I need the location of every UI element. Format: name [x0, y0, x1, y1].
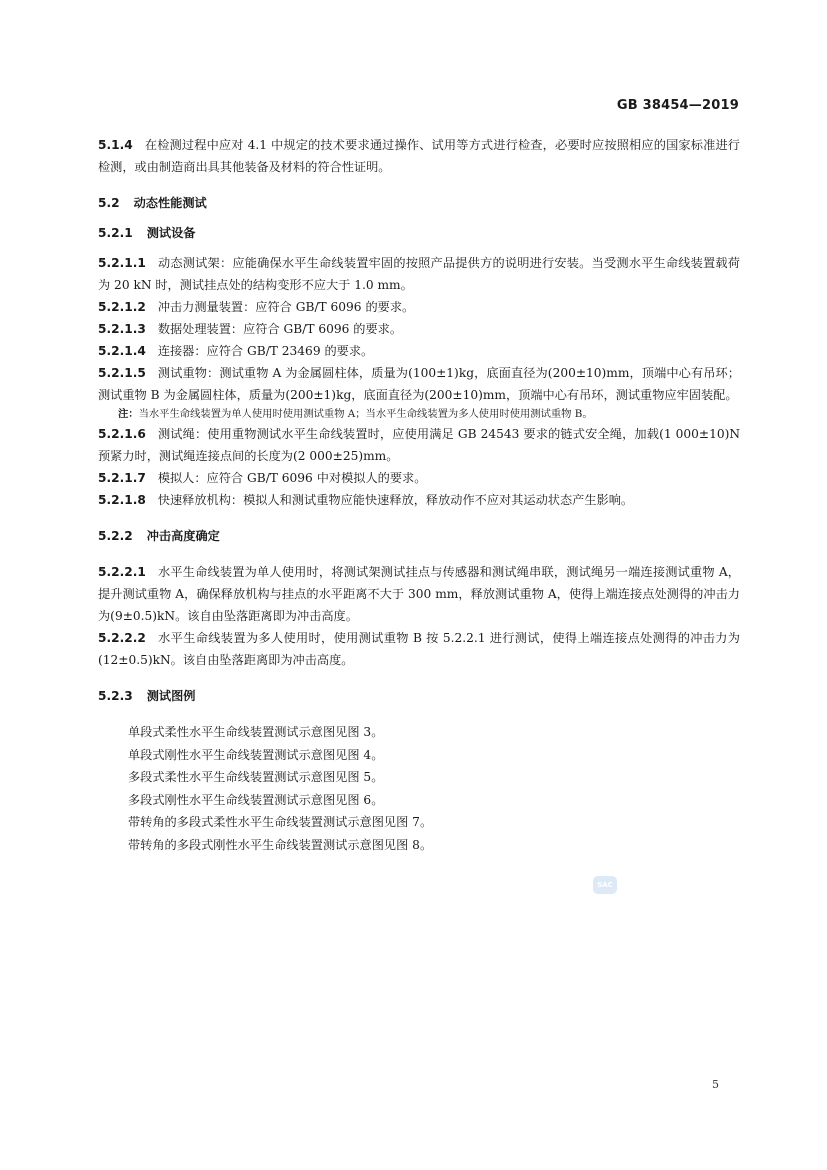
list-item: 多段式柔性水平生命线装置测试示意图见图 5。	[128, 770, 384, 784]
heading-number: 5.2.3	[98, 689, 133, 703]
heading-number: 5.2.2	[98, 529, 133, 543]
clause-5-1-4	[98, 134, 740, 178]
clause-5-2-1-6	[98, 423, 740, 467]
clause-number: 5.1.4	[98, 138, 133, 152]
note-label: 注：	[118, 408, 139, 420]
clause-5-2-2-1	[98, 561, 740, 627]
document-body	[98, 134, 740, 856]
heading-title: 测试设备	[146, 226, 196, 240]
note	[98, 406, 740, 423]
figure-reference-list	[98, 721, 740, 856]
list-item: 带转角的多段式刚性水平生命线装置测试示意图见图 8。	[128, 837, 433, 852]
heading-number: 5.2	[98, 196, 120, 210]
clause-text: 快速释放机构：模拟人和测试重物应能快速释放，释放动作不应对其运动状态产生影响。	[157, 493, 634, 507]
clause-5-2-1-3	[98, 318, 740, 340]
clause-text: 动态测试架：应能确保水平生命线装置牢固的按照产品提供方的说明进行安装。当受测水平生命线装置载荷为 20 kN 时，测试挂点处的结构变形不应大于 1.0 mm。	[98, 256, 740, 292]
sac-watermark-logo: SAC	[593, 876, 617, 894]
clause-text: 数据处理装置：应符合 GB/T 6096 的要求。	[157, 322, 403, 336]
clause-5-2-1-5	[98, 362, 740, 406]
note-text: 当水平生命线装置为单人使用时使用测试重物 A；当水平生命线装置为多人使用时使用测试重物 B。	[138, 408, 593, 420]
clause-text: 测试绳：使用重物测试水平生命线装置时，应使用满足 GB 24543 要求的链式安全绳，加载(1 000±10)N 预紧力时，测试绳连接点间的长度为(2 000±25)mm。	[98, 427, 740, 463]
clause-5-2-1-4	[98, 340, 740, 362]
heading-5-2	[98, 192, 740, 214]
clause-5-2-1-1	[98, 252, 740, 296]
clause-number: 5.2.1.4	[98, 344, 146, 358]
heading-number: 5.2.1	[98, 226, 133, 240]
heading-5-2-1	[98, 222, 740, 244]
clause-5-2-2-2	[98, 627, 740, 671]
clause-text: 测试重物：测试重物 A 为金属圆柱体，质量为(100±1)kg，底面直径为(200±10)mm，顶端中心有吊环；测试重物 B 为金属圆柱体，质量为(200±1)kg，底面直径为(200±10)mm，顶端中心有吊环，测试重物应牢固装配。	[98, 366, 740, 402]
heading-title: 动态性能测试	[133, 196, 207, 210]
heading-title: 冲击高度确定	[146, 529, 220, 543]
clause-5-2-1-7	[98, 467, 740, 489]
clause-number: 5.2.1.8	[98, 493, 146, 507]
clause-text: 冲击力测量装置：应符合 GB/T 6096 的要求。	[157, 300, 415, 314]
clause-number: 5.2.1.5	[98, 366, 146, 380]
clause-text: 水平生命线装置为多人使用时，使用测试重物 B 按 5.2.2.1 进行测试，使得上端连接点处测得的冲击力为(12±0.5)kN。该自由坠落距离即为冲击高度。	[98, 631, 740, 667]
list-item: 带转角的多段式柔性水平生命线装置测试示意图见图 7。	[128, 815, 433, 829]
clause-5-2-1-8	[98, 489, 740, 511]
clause-number: 5.2.1.3	[98, 322, 146, 336]
clause-text: 在检测过程中应对 4.1 中规定的技术要求通过操作、试用等方式进行检查，必要时应按照相应的国家标准进行检测，或由制造商出具其他装备及材料的符合性证明。	[98, 138, 740, 174]
clause-number: 5.2.2.1	[98, 565, 146, 579]
list-item: 单段式柔性水平生命线装置测试示意图见图 3。	[128, 725, 384, 739]
heading-5-2-2	[98, 525, 740, 547]
list-item: 多段式刚性水平生命线装置测试示意图见图 6。	[128, 792, 384, 807]
clause-text: 模拟人：应符合 GB/T 6096 中对模拟人的要求。	[157, 471, 427, 485]
standard-number: GB 38454—2019	[616, 98, 739, 113]
heading-5-2-3	[98, 685, 740, 707]
clause-number: 5.2.1.1	[98, 256, 146, 270]
clause-text: 水平生命线装置为单人使用时，将测试架测试挂点与传感器和测试绳串联，测试绳另一端连接测试重物 A，提升测试重物 A，确保释放机构与挂点的水平距离不大于 300 mm，释放测试重物 A，使得上端连接点处测得的冲击力为(9±0.5)kN。该自由坠落距离即为冲击高度。	[98, 565, 740, 623]
clause-number: 5.2.1.6	[98, 427, 146, 441]
page-number: 5	[712, 1078, 719, 1091]
clause-5-2-1-2	[98, 296, 740, 318]
clause-text: 连接器：应符合 GB/T 23469 的要求。	[157, 344, 374, 358]
clause-number: 5.2.2.2	[98, 631, 146, 645]
list-item: 单段式刚性水平生命线装置测试示意图见图 4。	[128, 747, 384, 762]
clause-number: 5.2.1.7	[98, 471, 146, 485]
heading-title: 测试图例	[146, 689, 196, 703]
clause-number: 5.2.1.2	[98, 300, 146, 314]
